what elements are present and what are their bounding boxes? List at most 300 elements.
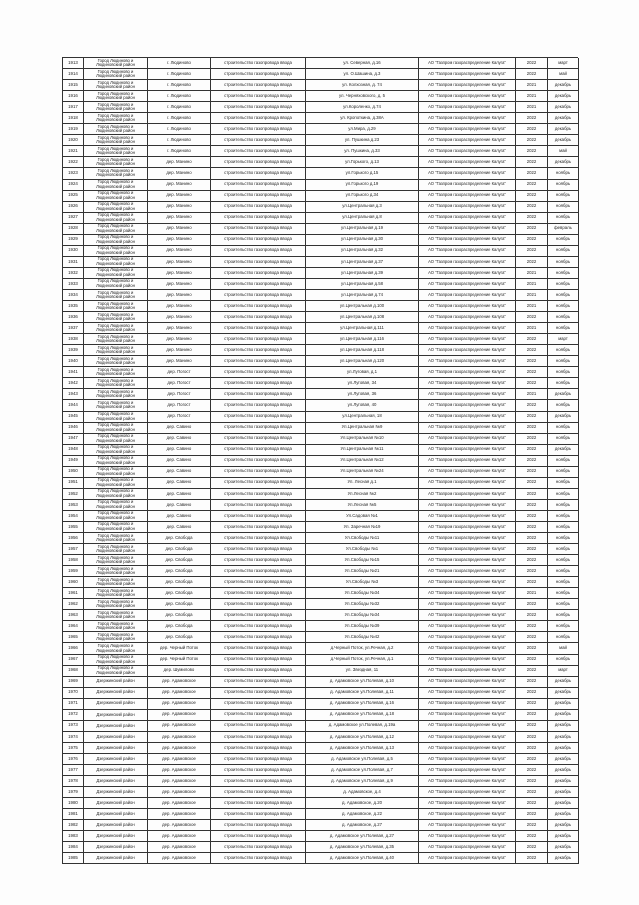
row-number-cell: 1975 [63, 743, 84, 754]
table-row [63, 754, 578, 765]
address-cell: д. Адамовское ул.Полевая, д.10 [306, 677, 419, 688]
year-cell: 2022 [516, 643, 548, 654]
settlement-cell: дер. Свобода [148, 533, 211, 544]
district-cell: Город Людиново и Людиновский район [84, 168, 148, 179]
work-type-cell: строительство газопровода ввода [211, 831, 306, 842]
year-cell: 2021 [516, 588, 548, 599]
year-cell: 2022 [516, 787, 548, 798]
address-cell: Ул.Центральная №9 [306, 423, 419, 434]
address-cell: ул.Центральная д.30 [306, 235, 419, 246]
work-type-cell: строительство газопровода ввода [211, 202, 306, 213]
address-cell: ул. Северная, д.16 [306, 58, 419, 69]
row-number-cell: 1935 [63, 301, 84, 312]
district-cell: Дзержинский район [84, 721, 148, 732]
row-number-cell: 1946 [63, 423, 84, 434]
organization-cell: АО "Газпром газораспределение Калуга" [419, 434, 516, 445]
address-cell: ул. О.Шашина, д.3 [306, 69, 419, 80]
month-cell: февраль [548, 224, 579, 235]
district-cell: Город Людиново и Людиновский район [84, 666, 148, 677]
settlement-cell: дер. Адамовское [148, 853, 211, 864]
district-cell: Город Людиново и Людиновский район [84, 632, 148, 643]
work-type-cell: строительство газопровода ввода [211, 213, 306, 224]
table-row [63, 721, 578, 732]
year-cell: 2022 [516, 257, 548, 268]
row-number-cell: 1914 [63, 69, 84, 80]
year-cell: 2022 [516, 732, 548, 743]
organization-cell: АО "Газпром газораспределение Калуга" [419, 511, 516, 522]
organization-cell: АО "Газпром газораспределение Калуга" [419, 202, 516, 213]
district-cell: Дзержинский район [84, 754, 148, 765]
district-cell: Дзержинский район [84, 798, 148, 809]
work-type-cell: строительство газопровода ввода [211, 566, 306, 577]
row-number-cell: 1979 [63, 787, 84, 798]
address-cell: д. Адамовское, д.4 [306, 787, 419, 798]
table-row [63, 710, 578, 721]
year-cell: 2022 [516, 776, 548, 787]
settlement-cell: дер. Манино [148, 257, 211, 268]
row-number-cell: 1950 [63, 467, 84, 478]
year-cell: 2022 [516, 378, 548, 389]
month-cell: декабрь [548, 699, 579, 710]
address-cell: ул.Короленко, д.74 [306, 102, 419, 113]
settlement-cell: г. Людиново [148, 135, 211, 146]
settlement-cell: дер. Манино [148, 168, 211, 179]
month-cell: ноябрь [548, 202, 579, 213]
year-cell: 2022 [516, 367, 548, 378]
settlement-cell: дер. Адамовское [148, 732, 211, 743]
settlement-cell: дер. Манино [148, 191, 211, 202]
year-cell: 2022 [516, 124, 548, 135]
month-cell: ноябрь [548, 235, 579, 246]
work-type-cell: строительство газопровода ввода [211, 58, 306, 69]
settlement-cell: дер. Свобода [148, 610, 211, 621]
organization-cell: АО "Газпром газораспределение Калуга" [419, 191, 516, 202]
settlement-cell: дер. Погост [148, 400, 211, 411]
month-cell: май [548, 643, 579, 654]
work-type-cell: строительство газопровода ввода [211, 367, 306, 378]
table-row [63, 655, 578, 666]
year-cell: 2022 [516, 655, 548, 666]
district-cell: Город Людиново и Людиновский район [84, 588, 148, 599]
year-cell: 2022 [516, 202, 548, 213]
month-cell: ноябрь [548, 268, 579, 279]
district-cell: Город Людиново и Людиновский район [84, 146, 148, 157]
district-cell: Город Людиново и Людиновский район [84, 323, 148, 334]
address-cell: Ул.Свободы №32 [306, 599, 419, 610]
row-number-cell: 1938 [63, 334, 84, 345]
organization-cell: АО "Газпром газораспределение Калуга" [419, 500, 516, 511]
row-number-cell: 1940 [63, 356, 84, 367]
table-row [63, 412, 578, 423]
district-cell: Дзержинский район [84, 688, 148, 699]
address-cell: д. Адамовское ул.Полевая, д.19а [306, 721, 419, 732]
organization-cell: АО "Газпром газораспределение Калуга" [419, 555, 516, 566]
settlement-cell: г. Людиново [148, 113, 211, 124]
work-type-cell: строительство газопровода ввода [211, 743, 306, 754]
organization-cell: АО "Газпром газораспределение Калуга" [419, 102, 516, 113]
work-type-cell: строительство газопровода ввода [211, 809, 306, 820]
year-cell: 2022 [516, 511, 548, 522]
month-cell: декабрь [548, 102, 579, 113]
district-cell: Город Людиново и Людиновский район [84, 180, 148, 191]
address-cell: д. Адамовское, д.27 [306, 820, 419, 831]
district-cell: Город Людиново и Людиновский район [84, 224, 148, 235]
settlement-cell: дер. Манино [148, 345, 211, 356]
organization-cell: АО "Газпром газораспределение Калуга" [419, 588, 516, 599]
organization-cell: АО "Газпром газораспределение Калуга" [419, 224, 516, 235]
organization-cell: АО "Газпром газораспределение Калуга" [419, 146, 516, 157]
settlement-cell: дер. Манино [148, 224, 211, 235]
table-row [63, 621, 578, 632]
organization-cell: АО "Газпром газораспределение Калуга" [419, 721, 516, 732]
row-number-cell: 1949 [63, 456, 84, 467]
work-type-cell: строительство газопровода ввода [211, 290, 306, 301]
settlement-cell: дер. Свобода [148, 621, 211, 632]
year-cell: 2022 [516, 710, 548, 721]
settlement-cell: дер. Манино [148, 246, 211, 257]
settlement-cell: дер. Манино [148, 180, 211, 191]
row-number-cell: 1961 [63, 588, 84, 599]
work-type-cell: строительство газопровода ввода [211, 820, 306, 831]
address-cell: д. Адамовское ул.Полевая, д.5 [306, 754, 419, 765]
month-cell: ноябрь [548, 400, 579, 411]
year-cell: 2022 [516, 58, 548, 69]
month-cell: декабрь [548, 710, 579, 721]
work-type-cell: строительство газопровода ввода [211, 666, 306, 677]
row-number-cell: 1936 [63, 312, 84, 323]
table-row [63, 279, 578, 290]
year-cell: 2022 [516, 456, 548, 467]
month-cell: ноябрь [548, 456, 579, 467]
work-type-cell: строительство газопровода ввода [211, 621, 306, 632]
row-number-cell: 1943 [63, 389, 84, 400]
district-cell: Дзержинский район [84, 787, 148, 798]
district-cell: Город Людиново и Людиновский район [84, 489, 148, 500]
settlement-cell: дер. Адамовское [148, 710, 211, 721]
year-cell: 2022 [516, 423, 548, 434]
address-cell: д. Адамовское ул.Полевая, д.7 [306, 765, 419, 776]
row-number-cell: 1982 [63, 820, 84, 831]
table-row [63, 312, 578, 323]
organization-cell: АО "Газпром газораспределение Калуга" [419, 610, 516, 621]
address-cell: д. Адамовское ул.Полевая, д.13 [306, 743, 419, 754]
year-cell: 2022 [516, 621, 548, 632]
district-cell: Город Людиново и Людиновский район [84, 533, 148, 544]
row-number-cell: 1942 [63, 378, 84, 389]
address-cell: Ул.Свободы №39 [306, 621, 419, 632]
table-row [63, 423, 578, 434]
year-cell: 2022 [516, 191, 548, 202]
address-cell: ул.Центральная д.58 [306, 279, 419, 290]
organization-cell: АО "Газпром газораспределение Калуга" [419, 367, 516, 378]
organization-cell: АО "Газпром газораспределение Калуга" [419, 478, 516, 489]
address-cell: Ул.Свободы №34 [306, 610, 419, 621]
table-row [63, 102, 578, 113]
row-number-cell: 1931 [63, 257, 84, 268]
district-cell: Город Людиново и Людиновский район [84, 423, 148, 434]
month-cell: декабрь [548, 124, 579, 135]
row-number-cell: 1918 [63, 113, 84, 124]
address-cell: ул.Центральная д.39 [306, 268, 419, 279]
district-cell: Город Людиново и Людиновский район [84, 400, 148, 411]
month-cell: март [548, 334, 579, 345]
organization-cell: АО "Газпром газораспределение Калуга" [419, 168, 516, 179]
work-type-cell: строительство газопровода ввода [211, 721, 306, 732]
address-cell: ул.Горького, д.13 [306, 157, 419, 168]
row-number-cell: 1984 [63, 842, 84, 853]
work-type-cell: строительство газопровода ввода [211, 787, 306, 798]
work-type-cell: строительство газопровода ввода [211, 588, 306, 599]
work-type-cell: строительство газопровода ввода [211, 146, 306, 157]
month-cell: декабрь [548, 853, 579, 864]
address-cell: Ул.Садовая №1 [306, 511, 419, 522]
month-cell: май [548, 146, 579, 157]
district-cell: Дзержинский район [84, 853, 148, 864]
year-cell: 2022 [516, 743, 548, 754]
address-cell: д. Адамовское, д.22 [306, 809, 419, 820]
month-cell: ноябрь [548, 588, 579, 599]
table-row [63, 246, 578, 257]
row-number-cell: 1917 [63, 102, 84, 113]
row-number-cell: 1980 [63, 798, 84, 809]
district-cell: Город Людиново и Людиновский район [84, 191, 148, 202]
month-cell: ноябрь [548, 577, 579, 588]
work-type-cell: строительство газопровода ввода [211, 688, 306, 699]
year-cell: 2022 [516, 334, 548, 345]
month-cell: декабрь [548, 754, 579, 765]
organization-cell: АО "Газпром газораспределение Калуга" [419, 113, 516, 124]
address-cell: ул.Центральная д.108 [306, 312, 419, 323]
address-cell: ул.Центральная д.118 [306, 345, 419, 356]
year-cell: 2022 [516, 842, 548, 853]
year-cell: 2021 [516, 301, 548, 312]
year-cell: 2022 [516, 677, 548, 688]
settlement-cell: дер. Адамовское [148, 721, 211, 732]
work-type-cell: строительство газопровода ввода [211, 135, 306, 146]
organization-cell: АО "Газпром газораспределение Калуга" [419, 621, 516, 632]
address-cell: ул.Луговая, д.1 [306, 367, 419, 378]
address-cell: ул. Пушкина, д.33 [306, 146, 419, 157]
district-cell: Город Людиново и Людиновский район [84, 434, 148, 445]
month-cell: ноябрь [548, 655, 579, 666]
organization-cell: АО "Газпром газораспределение Калуга" [419, 356, 516, 367]
work-type-cell: строительство газопровода ввода [211, 853, 306, 864]
organization-cell: АО "Газпром газораспределение Калуга" [419, 577, 516, 588]
work-type-cell: строительство газопровода ввода [211, 80, 306, 91]
row-number-cell: 1954 [63, 511, 84, 522]
work-type-cell: строительство газопровода ввода [211, 246, 306, 257]
row-number-cell: 1941 [63, 367, 84, 378]
address-cell: д.Черный Поток, ул.Речная, д.1 [306, 655, 419, 666]
address-cell: д. Адамовское ул.Полевая, д.27 [306, 831, 419, 842]
row-number-cell: 1928 [63, 224, 84, 235]
settlement-cell: дер. Манино [148, 268, 211, 279]
year-cell: 2022 [516, 489, 548, 500]
settlement-cell: дер. Адамовское [148, 765, 211, 776]
settlement-cell: дер. Савино [148, 467, 211, 478]
table-row [63, 202, 578, 213]
table-row [63, 135, 578, 146]
row-number-cell: 1973 [63, 721, 84, 732]
table-row [63, 400, 578, 411]
table-row [63, 555, 578, 566]
row-number-cell: 1976 [63, 754, 84, 765]
year-cell: 2022 [516, 135, 548, 146]
address-cell: ул.Центральная д.111 [306, 323, 419, 334]
row-number-cell: 1929 [63, 235, 84, 246]
work-type-cell: строительство газопровода ввода [211, 456, 306, 467]
year-cell: 2021 [516, 102, 548, 113]
month-cell: ноябрь [548, 191, 579, 202]
settlement-cell: дер. Манино [148, 157, 211, 168]
organization-cell: АО "Газпром газораспределение Калуга" [419, 389, 516, 400]
month-cell: ноябрь [548, 500, 579, 511]
month-cell: декабрь [548, 157, 579, 168]
month-cell: ноябрь [548, 511, 579, 522]
address-cell: Ул.Свободы №21 [306, 566, 419, 577]
table-row [63, 544, 578, 555]
address-cell: д. Адамовское ул.Полевая, д.40 [306, 853, 419, 864]
district-cell: Город Людиново и Людиновский район [84, 655, 148, 666]
table-row [63, 743, 578, 754]
address-cell: ул.Центральная д.8 [306, 213, 419, 224]
month-cell: ноябрь [548, 632, 579, 643]
work-type-cell: строительство газопровода ввода [211, 124, 306, 135]
settlement-cell: дер. Адамовское [148, 743, 211, 754]
settlement-cell: дер. Черный Поток [148, 655, 211, 666]
table-row [63, 58, 578, 69]
table-row [63, 268, 578, 279]
settlement-cell: дер. Савино [148, 500, 211, 511]
table-row [63, 588, 578, 599]
settlement-cell: дер. Савино [148, 489, 211, 500]
work-type-cell: строительство газопровода ввода [211, 643, 306, 654]
address-cell: Ул.Свободы №42 [306, 632, 419, 643]
year-cell: 2022 [516, 412, 548, 423]
organization-cell: АО "Газпром газораспределение Калуга" [419, 400, 516, 411]
year-cell: 2022 [516, 610, 548, 621]
work-type-cell: строительство газопровода ввода [211, 257, 306, 268]
settlement-cell: дер. Манино [148, 279, 211, 290]
year-cell: 2022 [516, 555, 548, 566]
district-cell: Город Людиново и Людиновский район [84, 378, 148, 389]
month-cell: ноябрь [548, 544, 579, 555]
address-cell: д.Черный Поток, ул.Речная, д.2 [306, 643, 419, 654]
row-number-cell: 1951 [63, 478, 84, 489]
row-number-cell: 1926 [63, 202, 84, 213]
district-cell: Город Людиново и Людиновский район [84, 599, 148, 610]
district-cell: Дзержинский район [84, 820, 148, 831]
district-cell: Город Людиново и Людиновский район [84, 621, 148, 632]
organization-cell: АО "Газпром газораспределение Калуга" [419, 246, 516, 257]
organization-cell: АО "Газпром газораспределение Калуга" [419, 677, 516, 688]
organization-cell: АО "Газпром газораспределение Калуга" [419, 754, 516, 765]
row-number-cell: 1925 [63, 191, 84, 202]
row-number-cell: 1947 [63, 434, 84, 445]
organization-cell: АО "Газпром газораспределение Калуга" [419, 643, 516, 654]
settlement-cell: дер. Погост [148, 412, 211, 423]
address-cell: д. Адамовское ул.Полевая, д.11 [306, 688, 419, 699]
organization-cell: АО "Газпром газораспределение Калуга" [419, 798, 516, 809]
district-cell: Город Людиново и Людиновский район [84, 643, 148, 654]
table-row [63, 632, 578, 643]
settlement-cell: дер. Манино [148, 334, 211, 345]
work-type-cell: строительство газопровода ввода [211, 710, 306, 721]
settlement-cell: дер. Адамовское [148, 809, 211, 820]
row-number-cell: 1981 [63, 809, 84, 820]
district-cell: Город Людиново и Людиновский район [84, 566, 148, 577]
year-cell: 2022 [516, 400, 548, 411]
table-row [63, 610, 578, 621]
table-row [63, 434, 578, 445]
organization-cell: АО "Газпром газораспределение Калуга" [419, 842, 516, 853]
table-row [63, 820, 578, 831]
table-row [63, 853, 578, 864]
row-number-cell: 1958 [63, 555, 84, 566]
district-cell: Дзержинский район [84, 699, 148, 710]
organization-cell: АО "Газпром газораспределение Калуга" [419, 765, 516, 776]
year-cell: 2022 [516, 599, 548, 610]
year-cell: 2022 [516, 478, 548, 489]
table-row [63, 389, 578, 400]
year-cell: 2022 [516, 666, 548, 677]
settlement-cell: дер. Манино [148, 356, 211, 367]
work-type-cell: строительство газопровода ввода [211, 268, 306, 279]
district-cell: Город Людиново и Людиновский район [84, 202, 148, 213]
address-cell: Ул.Свободы №15 [306, 555, 419, 566]
organization-cell: АО "Газпром газораспределение Калуга" [419, 135, 516, 146]
month-cell: декабрь [548, 721, 579, 732]
organization-cell: АО "Газпром газораспределение Калуга" [419, 831, 516, 842]
address-cell: д. Адамовское ул.Полевая, д.16 [306, 699, 419, 710]
year-cell: 2021 [516, 290, 548, 301]
address-cell: Ул.Свободы №3 [306, 577, 419, 588]
settlement-cell: дер. Савино [148, 478, 211, 489]
settlement-cell: дер. Манино [148, 312, 211, 323]
month-cell: ноябрь [548, 566, 579, 577]
year-cell: 2022 [516, 765, 548, 776]
organization-cell: АО "Газпром газораспределение Калуга" [419, 732, 516, 743]
year-cell: 2022 [516, 754, 548, 765]
row-number-cell: 1985 [63, 853, 84, 864]
district-cell: Дзержинский район [84, 743, 148, 754]
month-cell: декабрь [548, 776, 579, 787]
organization-cell: АО "Газпром газораспределение Калуга" [419, 91, 516, 102]
settlement-cell: г. Людиново [148, 146, 211, 157]
work-type-cell: строительство газопровода ввода [211, 599, 306, 610]
row-number-cell: 1971 [63, 699, 84, 710]
work-type-cell: строительство газопровода ввода [211, 102, 306, 113]
table-row [63, 798, 578, 809]
address-cell: ул.Центральная д.116 [306, 334, 419, 345]
year-cell: 2022 [516, 312, 548, 323]
address-cell: ул.Луговая, 36 [306, 389, 419, 400]
district-cell: Город Людиново и Людиновский район [84, 555, 148, 566]
district-cell: Дзержинский район [84, 776, 148, 787]
table-row [63, 334, 578, 345]
settlement-cell: дер. Савино [148, 423, 211, 434]
table-row [63, 257, 578, 268]
year-cell: 2021 [516, 389, 548, 400]
work-type-cell: строительство газопровода ввода [211, 632, 306, 643]
row-number-cell: 1955 [63, 522, 84, 533]
settlement-cell: дер. Адамовское [148, 699, 211, 710]
settlement-cell: дер. Свобода [148, 544, 211, 555]
settlement-cell: дер. Погост [148, 378, 211, 389]
organization-cell: АО "Газпром газораспределение Калуга" [419, 666, 516, 677]
settlement-cell: дер. Манино [148, 290, 211, 301]
settlement-cell: дер. Адамовское [148, 842, 211, 853]
